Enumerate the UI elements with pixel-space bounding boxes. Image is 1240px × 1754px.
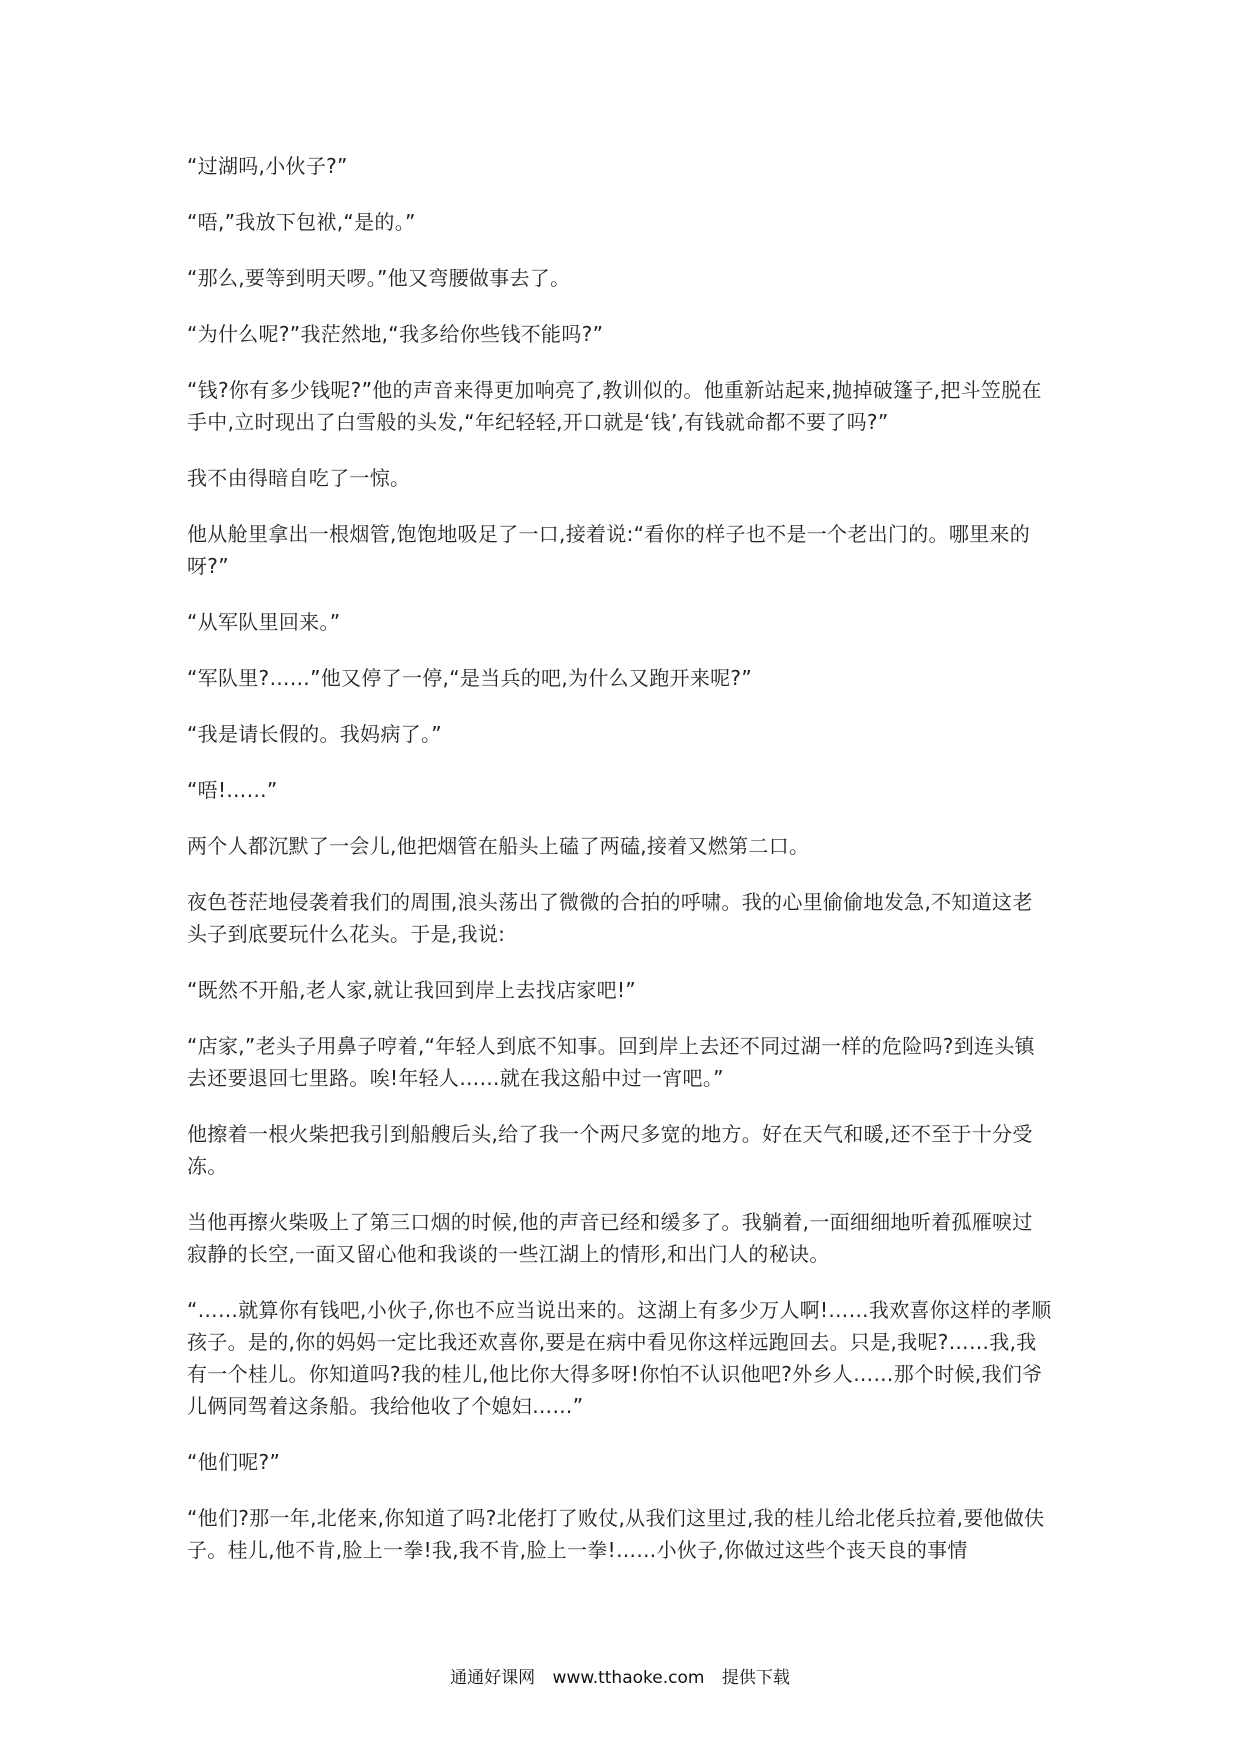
paragraph: “既然不开船,老人家,就让我回到岸上去找店家吧!”	[187, 978, 636, 1002]
paragraph: 两个人都沉默了一会儿,他把烟管在船头上磕了两磕,接着又燃第二口。	[187, 834, 810, 858]
paragraph: “军队里?……”他又停了一停,“是当兵的吧,为什么又跑开来呢?”	[187, 666, 752, 690]
paragraph: “店家,”老头子用鼻子哼着,“年轻人到底不知事。回到岸上去还不同过湖一样的危险吗?到连头镇去还要退回七里路。唉!年轻人……就在我这船中过一宵吧。”	[187, 1034, 1035, 1090]
paragraph: “唔!……”	[187, 778, 278, 802]
paragraph: 当他再擦火柴吸上了第三口烟的时候,他的声音已经和缓多了。我躺着,一面细细地听着孤雁唳过寂静的长空,一面又留心他和我谈的一些江湖上的情形,和出门人的秘诀。	[187, 1210, 1033, 1266]
page-footer	[0, 1666, 1240, 1690]
footer-tagline: 提供下载	[721, 1668, 790, 1688]
paragraph: “为什么呢?”我茫然地,“我多给你些钱不能吗?”	[187, 322, 604, 346]
paragraph: “……就算你有钱吧,小伙子,你也不应当说出来的。这湖上有多少万人啊!……我欢喜你这样的孝顺孩子。是的,你的妈妈一定比我还欢喜你,要是在病中看见你这样远跑回去。只是,我呢?……我,我有一个桂儿。你知道吗?我的桂儿,他比你大得多呀!你怕不认识他吧?外乡人……那个时候,我们爷儿俩同驾着这条船。我给他收了个媳妇……”	[187, 1298, 1052, 1418]
paragraph: “他们?那一年,北佬来,你知道了吗?北佬打了败仗,从我们这里过,我的桂儿给北佬兵拉着,要他做伕子。桂儿,他不肯,脸上一拳!我,我不肯,脸上一拳!……小伙子,你做过这些个丧天良的事情	[187, 1506, 1045, 1562]
paragraph: 夜色苍茫地侵袭着我们的周围,浪头荡出了微微的合拍的呼啸。我的心里偷偷地发急,不知道这老头子到底要玩什么花头。于是,我说:	[187, 890, 1033, 946]
paragraph: “那么,要等到明天啰。”他又弯腰做事去了。	[187, 266, 571, 290]
paragraph: “我是请长假的。我妈病了。”	[187, 722, 442, 746]
document-body	[187, 150, 1052, 1590]
paragraph: “唔,”我放下包袱,“是的。”	[187, 210, 416, 234]
paragraph: 我不由得暗自吃了一惊。	[187, 466, 411, 490]
paragraph: “从军队里回来。”	[187, 610, 341, 634]
paragraph: 他擦着一根火柴把我引到船艘后头,给了我一个两尺多宽的地方。好在天气和暖,还不至于十分受冻。	[187, 1122, 1033, 1178]
footer-url: www.tthaoke.com	[552, 1668, 705, 1688]
paragraph: “钱?你有多少钱呢?”他的声音来得更加响亮了,教训似的。他重新站起来,抛掉破篷子,把斗笠脱在手中,立时现出了白雪般的头发,“年纪轻轻,开口就是‘钱’,有钱就命都不要了吗?”	[187, 378, 1042, 434]
paragraph: “过湖吗,小伙子?”	[187, 154, 348, 178]
paragraph: “他们呢?”	[187, 1450, 281, 1474]
paragraph: 他从舱里拿出一根烟管,饱饱地吸足了一口,接着说:“看你的样子也不是一个老出门的。哪里来的呀?”	[187, 522, 1031, 578]
footer-site-name: 通通好课网	[450, 1668, 536, 1688]
